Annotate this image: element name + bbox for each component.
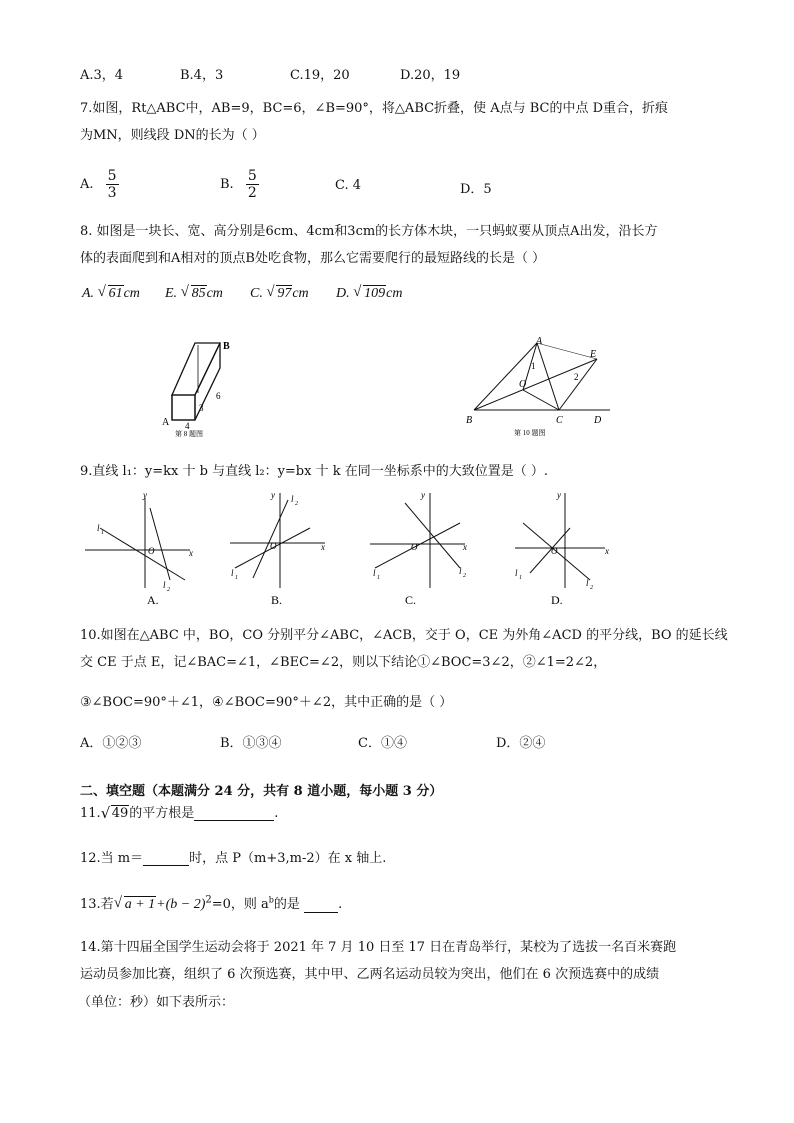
q7-option-a-fraction: [106, 168, 119, 201]
q7-b-numerator: 5: [247, 168, 257, 184]
q8-option-c: [250, 286, 309, 302]
q13-suffix: 的是: [273, 897, 300, 912]
q8-b-label: E.: [165, 286, 178, 301]
q11-radicand: 49: [111, 806, 129, 821]
figure-8-cuboid: [150, 335, 250, 440]
svg-text:O: O: [270, 541, 277, 551]
q13-radicand: a + 1: [124, 897, 156, 912]
q8-b-sqrt: [181, 286, 207, 302]
q9-graph-d-label: D.: [551, 593, 563, 607]
svg-text:y: y: [421, 490, 425, 500]
q11: [80, 802, 278, 821]
q7-option-b-fraction: [246, 168, 259, 201]
cuboid-top-face: [172, 343, 220, 395]
svg-text:l: l: [586, 578, 589, 588]
q8-line1: 8. 如图是一块长、宽、高分别是6cm、4cm和3cm的长方体木块，一只蚂蚁要从顶点A出发，沿长方: [80, 224, 658, 239]
q7-b-denominator: 2: [247, 185, 257, 201]
q8-c-sqrt: [266, 286, 292, 302]
q8-b-radicand: 85: [191, 286, 206, 301]
svg-text:2: 2: [590, 585, 593, 591]
q8-c-radicand: 97: [277, 286, 292, 301]
fig10-angle-2: 2: [574, 372, 579, 382]
q8-c-label: C.: [250, 286, 263, 301]
q9-graph-c: [370, 493, 465, 588]
svg-text:y: y: [557, 490, 561, 500]
svg-text:O: O: [148, 546, 155, 556]
fig10-angle-1: 1: [531, 361, 536, 371]
q8-d-unit: cm: [386, 286, 403, 301]
q13-end: .: [338, 897, 343, 912]
q6-option-d: D.20，19: [400, 68, 461, 83]
svg-text:x: x: [463, 542, 467, 552]
fig8-caption: 第 8 题图: [175, 430, 203, 438]
q7-option-b-label: B.: [220, 177, 234, 192]
q13-prefix: 13.若: [80, 897, 114, 912]
q13-a-exponent: b: [268, 895, 274, 905]
q8-b-unit: cm: [206, 286, 223, 301]
q8-d-label: D.: [336, 286, 350, 301]
q10-option-d: D．②④: [496, 736, 546, 751]
svg-text:O: O: [551, 546, 558, 556]
q7-option-a-label: A.: [80, 177, 94, 192]
q8-option-d: [336, 286, 402, 302]
q13-sqrt: [114, 897, 156, 913]
cuboid-front-face: [172, 395, 195, 420]
svg-text:l: l: [97, 523, 100, 533]
svg-text:l: l: [515, 568, 518, 578]
svg-text:1: 1: [519, 575, 522, 581]
q7-line1: 7.如图，Rt△ABC中，AB=9，BC=6，∠B=90°，将△ABC折叠，使 A点与 BC的中点 D重合，折痕: [80, 101, 669, 116]
fig8-label-a: A: [162, 417, 170, 428]
svg-text:1: 1: [235, 575, 238, 581]
svg-text:2: 2: [295, 501, 298, 507]
q6-option-a: A.3，4: [80, 68, 124, 83]
q8-c-unit: cm: [292, 286, 309, 301]
q7-option-b: [220, 168, 259, 201]
q14-line2: 运动员参加比赛，组织了 6 次预选赛，其中甲、乙两名运动员较为突出，他们在 6 次预选赛中的成绩: [80, 967, 660, 982]
q7-a-denominator: 3: [107, 185, 117, 201]
q7-line2: 为MN，则线段 DN的长为（ ）: [80, 128, 265, 143]
svg-text:l: l: [459, 566, 462, 576]
q9-text: 9.直线 l₁：y=kx 十 b 与直线 l₂：y=bx 十 k 在同一坐标系中的大致位置是（ ）.: [80, 464, 549, 479]
q9-graphs: [85, 488, 645, 610]
q6-option-c: C.19，20: [290, 68, 350, 83]
q6-option-b: B.4，3: [180, 68, 224, 83]
svg-text:1: 1: [101, 530, 104, 536]
q10-option-a: A．①②③: [80, 736, 142, 751]
q13-answer-blank[interactable]: [304, 912, 338, 913]
fig8-label-4: 4: [185, 421, 190, 431]
svg-text:x: x: [321, 542, 325, 552]
fig10-caption: 第 10 题图: [514, 429, 546, 437]
q12-prefix: 12.当 m＝: [80, 851, 144, 866]
q7-option-a: [80, 168, 119, 201]
q10-line1: 10.如图在△ABC 中，BO，CO 分别平分∠ABC，∠ACB，交于 O，CE 为外角∠ACD 的平分线，BO 的延长线: [80, 628, 728, 643]
q9-graph-b-label: B.: [271, 593, 283, 607]
svg-text:1: 1: [377, 575, 380, 581]
q8-a-sqrt: [98, 286, 124, 302]
fig10-label-o: O: [519, 379, 527, 390]
q11-end: .: [274, 806, 279, 821]
q10-option-b: B．①③④: [220, 736, 282, 751]
q10-line3: ③∠BOC=90°＋∠1，④∠BOC=90°＋∠2，其中正确的是（ ）: [80, 695, 453, 710]
q11-answer-blank[interactable]: [194, 820, 274, 821]
q11-prefix: 11.: [80, 806, 101, 821]
figure-10-triangle: [462, 335, 622, 440]
svg-text:2: 2: [463, 573, 466, 579]
svg-text:l: l: [373, 568, 376, 578]
q8-line2: 体的表面爬到和A相对的顶点B处吃食物，那么它需要爬行的最短路线的长是（ ）: [80, 251, 546, 266]
q11-suffix: 的平方根是: [129, 806, 195, 821]
svg-text:x: x: [189, 548, 193, 558]
svg-text:y: y: [143, 490, 147, 500]
q14-line3: （单位：秒）如下表所示：: [78, 995, 235, 1010]
fig8-label-6: 6: [216, 391, 221, 401]
q9-graph-d: [515, 493, 605, 588]
q13-middle: +(b − 2): [156, 897, 206, 912]
q12-answer-blank[interactable]: [143, 865, 189, 866]
fig10-label-c: C: [556, 415, 563, 426]
fig10-label-a: A: [536, 336, 543, 347]
q12: [80, 847, 386, 866]
q8-a-radicand: 61: [108, 286, 123, 301]
q13-exponent: 2: [205, 894, 212, 906]
q9-graph-c-label: C.: [405, 593, 417, 607]
svg-text:l: l: [231, 568, 234, 578]
q7-a-numerator: 5: [107, 168, 117, 184]
q14-line1: 14.第十四届全国学生运动会将于 2021 年 7 月 10 日至 17 日在青岛举行，某校为了选拔一名百米赛跑: [80, 940, 677, 955]
svg-text:y: y: [271, 490, 275, 500]
q9-graph-a: [85, 498, 190, 588]
q7-option-c: C. 4: [335, 178, 362, 193]
q8-option-b: [165, 286, 223, 302]
fig10-label-e: E: [590, 349, 597, 360]
fig8-label-3: 3: [199, 403, 204, 413]
section-2-title: 二、填空题（本题满分 24 分，共有 8 道小题，每小题 3 分）: [80, 784, 443, 799]
q8-d-radicand: 109: [364, 286, 386, 301]
q9-graph-b: [230, 493, 325, 588]
q10-option-c: C．①④: [358, 736, 407, 751]
q13-after: =0，则 a: [211, 897, 269, 912]
q8-a-unit: cm: [123, 286, 140, 301]
q10-line2: 交 CE 于点 E，记∠BAC=∠1，∠BEC=∠2，则以下结论①∠BOC=3∠2，②∠1=2∠2，: [80, 655, 607, 670]
q12-suffix: 时，点 P（m+3,m-2）在 x 轴上.: [189, 851, 387, 866]
q11-sqrt: [101, 806, 130, 821]
q8-a-label: A.: [82, 286, 95, 301]
svg-text:2: 2: [167, 587, 170, 593]
svg-text:l: l: [291, 494, 294, 504]
q8-d-sqrt: [353, 286, 386, 302]
q7-option-d: D．5: [460, 182, 492, 197]
svg-text:O: O: [411, 542, 418, 552]
svg-text:x: x: [605, 546, 609, 556]
svg-text:l: l: [163, 580, 166, 590]
q8-option-a: [82, 286, 140, 302]
q13: [80, 893, 342, 913]
fig10-label-b: B: [466, 415, 473, 426]
q9-graph-a-label: A.: [147, 593, 159, 607]
fig8-label-b: B: [223, 341, 230, 352]
fig10-label-d: D: [594, 415, 602, 426]
